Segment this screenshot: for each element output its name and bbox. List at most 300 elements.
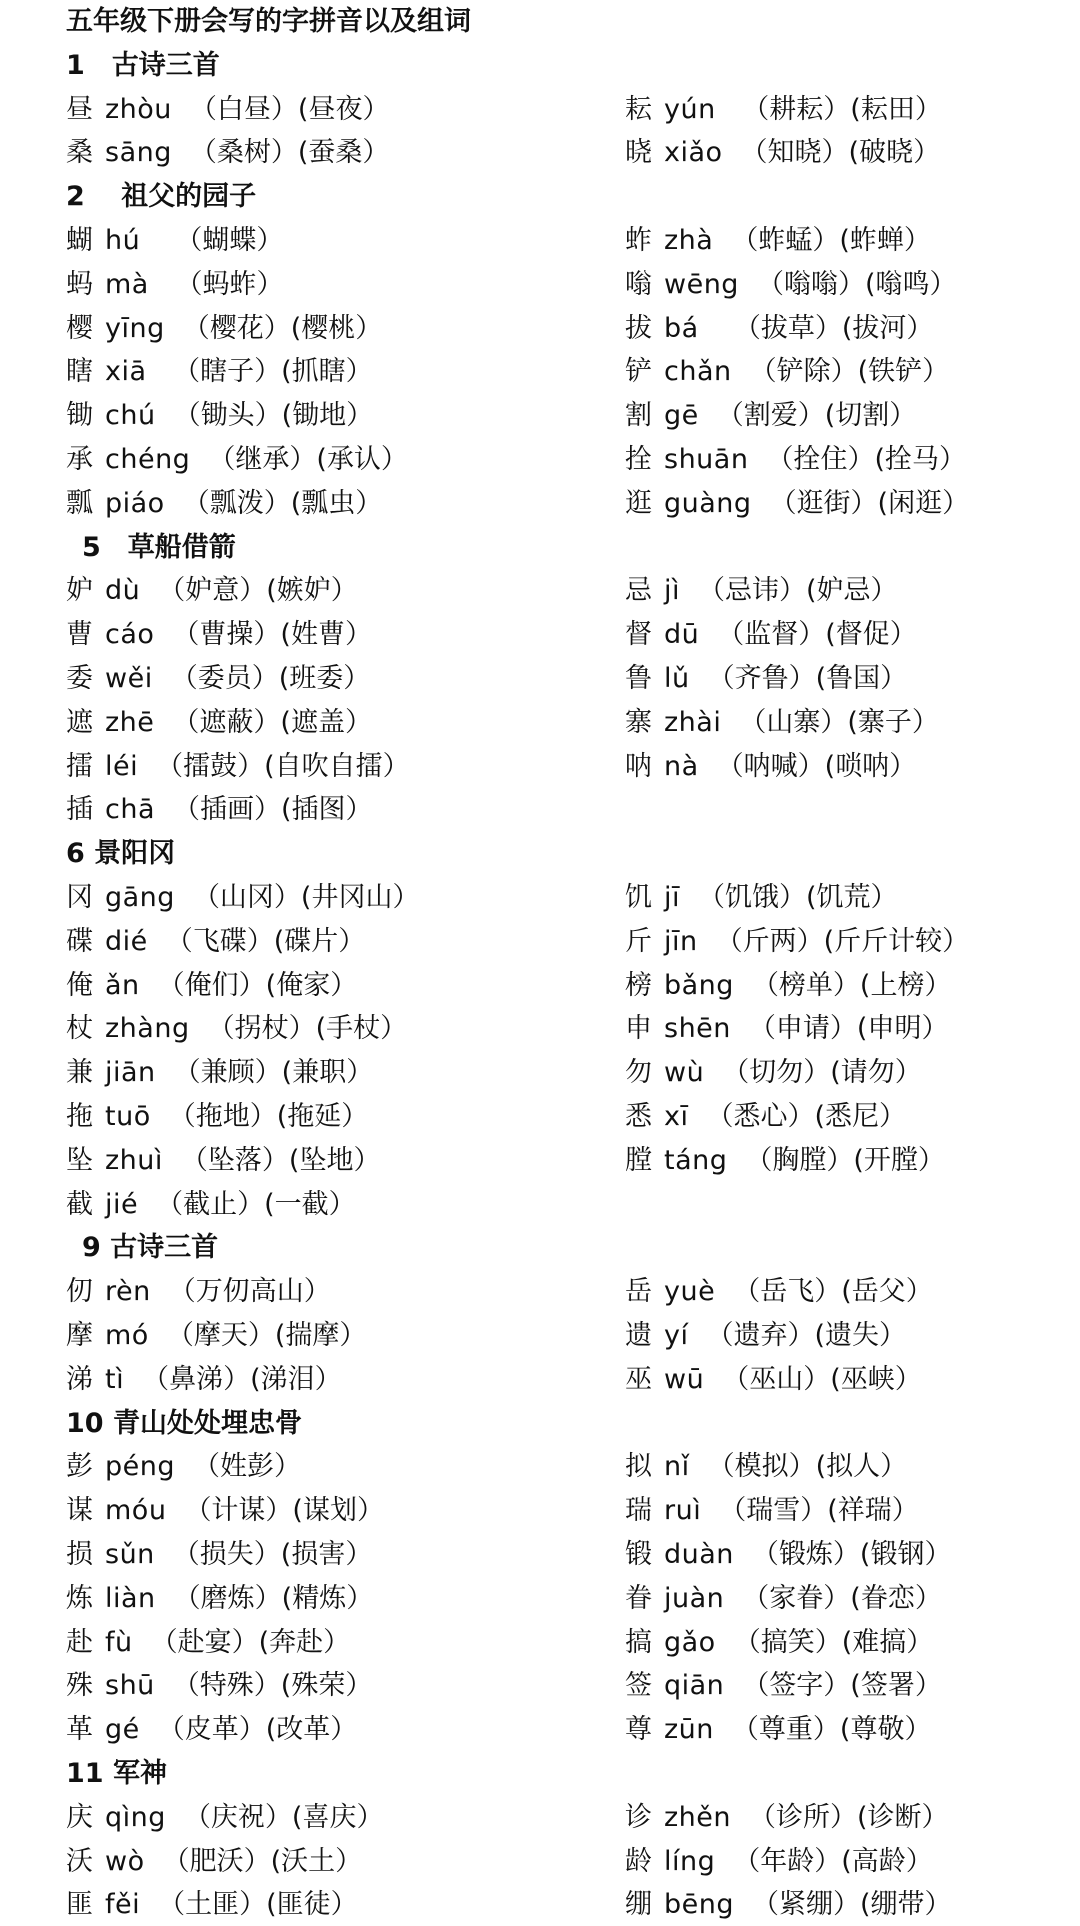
vocab-entry [625, 1664, 942, 1707]
entry-pinyin: zhàng [105, 1013, 190, 1045]
entry-character: 革 [66, 1714, 93, 1746]
entry-pinyin: lǔ [664, 663, 690, 694]
entry-character: 膛 [625, 1144, 652, 1176]
entry-character: 瞎 [66, 356, 93, 388]
entry-character: 诊 [625, 1801, 652, 1833]
entry-pinyin: yún [664, 93, 716, 125]
vocab-row [0, 788, 1080, 831]
entry-character: 涕 [66, 1363, 93, 1395]
vocab-entry [66, 1051, 373, 1094]
section-heading-line [0, 1402, 1080, 1445]
entry-character: 榜 [625, 969, 652, 1001]
vocab-row [0, 1139, 1080, 1182]
vocab-entry [66, 569, 358, 612]
entry-character: 拟 [625, 1451, 652, 1483]
entry-pinyin: xiā [105, 356, 147, 388]
entry-words: （妒意）(嫉妒） [158, 575, 358, 607]
vocab-entry [66, 1883, 358, 1926]
vocab-entry [66, 1533, 372, 1576]
entry-words: （庆祝）(喜庆） [183, 1801, 384, 1833]
vocab-entry [625, 1489, 919, 1532]
entry-words: （樱花）(樱桃） [182, 312, 383, 344]
entry-pinyin: fěi [105, 1889, 141, 1921]
vocab-entry [66, 1708, 357, 1751]
entry-character: 曹 [66, 619, 93, 651]
entry-character: 瓢 [66, 487, 93, 519]
vocab-entry [66, 920, 365, 963]
entry-words: （巫山）(巫峡） [722, 1363, 922, 1395]
entry-character: 蝴 [66, 225, 93, 256]
vocab-row [0, 1533, 1080, 1576]
entry-words: （年龄）(高龄） [733, 1845, 933, 1877]
vocab-row [0, 964, 1080, 1007]
entry-words: （白昼）(昼夜） [189, 93, 390, 125]
entry-character: 冈 [66, 882, 93, 913]
entry-words: （诊所）(诊断） [749, 1801, 949, 1833]
vocab-entry [66, 394, 373, 437]
vocab-entry [625, 1445, 907, 1488]
entry-character: 坠 [66, 1144, 93, 1176]
vocab-row [0, 1664, 1080, 1707]
vocab-entry [66, 1621, 350, 1664]
entry-words: （山冈）(井冈山） [192, 882, 420, 913]
section-heading: 9 古诗三首 [82, 1232, 219, 1264]
entry-words: （兼顾）(兼职） [173, 1057, 374, 1089]
entry-words: （拔草）(拔河） [716, 312, 934, 344]
entry-character: 昼 [66, 93, 93, 125]
vocab-row [0, 438, 1080, 481]
document-title: 五年级下册会写的字拼音以及组词 [66, 6, 471, 37]
entry-character: 铲 [625, 356, 652, 388]
entry-words: （斤两）(斤斤计较） [715, 925, 970, 957]
entry-words: （山寨）(寨子） [739, 706, 939, 738]
entry-words: （耕耘）(耘田） [733, 93, 942, 125]
entry-pinyin: bǎng [664, 969, 734, 1001]
vocab-entry [625, 350, 949, 393]
entry-pinyin: chǎn [664, 356, 732, 388]
vocab-entry [625, 1051, 922, 1094]
entry-words: （蚱蜢）(蚱蝉） [731, 225, 931, 256]
entry-character: 摩 [66, 1320, 93, 1351]
vocab-row [0, 569, 1080, 612]
entry-character: 饥 [625, 882, 652, 913]
entry-words: （插画）(插图） [173, 794, 373, 826]
entry-character: 殊 [66, 1670, 93, 1702]
vocab-row [0, 219, 1080, 262]
entry-pinyin: jī [664, 882, 681, 913]
vocab-entry [66, 131, 389, 174]
entry-words: （土匪）(匪徒） [158, 1889, 358, 1921]
entry-pinyin: rèn [105, 1276, 151, 1308]
section-heading-line [0, 832, 1080, 875]
entry-words: （家眷）(眷恋） [742, 1582, 942, 1614]
vocab-entry [66, 1664, 372, 1707]
entry-words: （姓彭） [193, 1451, 302, 1483]
entry-character: 晓 [625, 137, 652, 169]
entry-pinyin: juàn [664, 1582, 725, 1614]
section-heading: 6 景阳冈 [66, 838, 176, 870]
vocab-entry [625, 920, 969, 963]
vocab-row [0, 350, 1080, 393]
vocab-row [0, 1007, 1080, 1050]
vocab-row [0, 394, 1080, 437]
entry-words: （瑞雪）(祥瑞） [719, 1495, 919, 1527]
entry-words: （知晓）(破晓） [740, 137, 941, 169]
entry-character: 承 [66, 444, 93, 475]
entry-character: 绷 [625, 1889, 652, 1921]
entry-character: 拴 [625, 444, 652, 475]
section-heading: 11 军神 [66, 1758, 167, 1789]
section-heading-line [0, 175, 1080, 218]
entry-character: 拖 [66, 1101, 93, 1132]
entry-pinyin: wù [664, 1057, 705, 1089]
entry-pinyin: fù [105, 1626, 133, 1658]
entry-words: （坠落）(坠地） [180, 1144, 381, 1176]
entry-pinyin: chā [105, 794, 156, 826]
entry-words: （摩天）(揣摩） [166, 1320, 367, 1351]
entry-character: 巫 [625, 1363, 652, 1395]
section-heading-line [0, 1752, 1080, 1795]
vocab-entry [66, 613, 372, 656]
entry-pinyin: tuō [105, 1101, 151, 1132]
vocab-row [0, 701, 1080, 744]
section-heading: 10 青山处处埋忠骨 [66, 1407, 302, 1439]
entry-character: 尊 [625, 1714, 652, 1746]
entry-pinyin: jié [105, 1188, 139, 1220]
vocab-row [0, 1489, 1080, 1532]
vocab-entry [625, 88, 942, 131]
entry-character: 妒 [66, 575, 93, 607]
vocab-row [0, 482, 1080, 525]
vocab-entry [625, 657, 907, 700]
entry-pinyin: ǎn [105, 969, 140, 1001]
vocab-entry [66, 1577, 373, 1620]
entry-pinyin: piáo [105, 487, 165, 519]
entry-pinyin: cáo [105, 619, 155, 651]
entry-pinyin: táng [664, 1144, 728, 1176]
entry-pinyin: zhē [105, 706, 155, 738]
vocab-entry [625, 1533, 951, 1576]
entry-words: （磨炼）(精炼） [173, 1582, 374, 1614]
entry-words: （切勿）(请勿） [722, 1057, 922, 1089]
entry-character: 忌 [625, 575, 652, 607]
entry-words: （继承）(承认） [208, 444, 408, 475]
entry-character: 插 [66, 794, 93, 826]
vocab-entry [625, 1095, 906, 1138]
vocab-entry [625, 701, 939, 744]
entry-pinyin: sāng [105, 137, 172, 169]
vocab-entry [66, 1489, 384, 1532]
vocab-entry [66, 1007, 407, 1050]
vocab-entry [625, 964, 951, 1007]
entry-pinyin: zhuì [105, 1144, 163, 1176]
vocab-row [0, 1095, 1080, 1138]
entry-words: （嗡嗡）(嗡鸣） [756, 268, 957, 300]
entry-words: （拴住）(拴马） [766, 444, 966, 475]
entry-pinyin: zhòu [105, 93, 172, 125]
entry-words: （皮革）(改革） [157, 1714, 358, 1746]
entry-pinyin: hú [105, 225, 141, 256]
entry-pinyin: bá [664, 312, 699, 344]
vocab-entry [625, 1270, 933, 1313]
entry-words: （拐杖）(手杖） [207, 1013, 408, 1045]
entry-words: （割爱）(切割） [716, 400, 917, 432]
vocab-entry [625, 613, 917, 656]
entry-pinyin: gē [664, 400, 699, 432]
entry-words: （鼻涕）(涕泪） [142, 1363, 342, 1395]
vocab-entry [625, 569, 898, 612]
entry-character: 岳 [625, 1276, 652, 1308]
entry-character: 瑞 [625, 1495, 652, 1527]
entry-pinyin: shuān [664, 444, 749, 475]
entry-words: （呐喊）(唢呐） [716, 750, 917, 782]
entry-character: 督 [625, 619, 652, 651]
vocab-row [0, 1445, 1080, 1488]
entry-character: 鲁 [625, 663, 652, 694]
vocab-entry [625, 307, 933, 350]
entry-pinyin: dié [105, 925, 148, 957]
entry-pinyin: sǔn [105, 1539, 155, 1570]
vocab-entry [625, 394, 916, 437]
vocab-entry [625, 1708, 931, 1751]
entry-character: 匪 [66, 1889, 93, 1921]
vocab-entry [66, 1445, 301, 1488]
vocab-entry [66, 350, 373, 393]
vocab-entry [66, 657, 370, 700]
vocab-row [0, 876, 1080, 919]
vocab-row [0, 1840, 1080, 1883]
vocab-entry [625, 1577, 942, 1620]
entry-words: （悉心）(悉尼） [706, 1101, 907, 1132]
vocab-row [0, 1358, 1080, 1401]
vocab-entry [66, 1358, 342, 1401]
vocab-entry [625, 438, 966, 481]
vocab-row [0, 1621, 1080, 1664]
entry-words: （委员）(班委） [170, 663, 371, 694]
vocab-row [0, 1183, 1080, 1226]
entry-words: （锄头）(锄地） [173, 400, 374, 432]
entry-words: （申请）(申明） [748, 1013, 949, 1045]
vocab-entry [625, 1796, 949, 1839]
vocab-row [0, 88, 1080, 131]
entry-character: 拔 [625, 312, 652, 344]
entry-character: 委 [66, 663, 93, 694]
vocab-row [0, 920, 1080, 963]
entry-character: 彭 [66, 1451, 93, 1483]
entry-pinyin: zūn [664, 1714, 714, 1746]
vocab-entry [66, 263, 283, 306]
entry-words: （尊重）(尊敬） [731, 1714, 932, 1746]
entry-pinyin: zhà [664, 225, 714, 256]
entry-pinyin: gāng [105, 882, 175, 913]
vocab-entry [625, 482, 969, 525]
vocab-entry [625, 1007, 948, 1050]
vocab-entry [66, 1796, 383, 1839]
entry-words: （锻炼）(锻钢） [751, 1539, 952, 1570]
vocab-entry [66, 307, 382, 350]
entry-character: 碟 [66, 925, 93, 957]
vocab-entry [66, 1095, 368, 1138]
entry-character: 炼 [66, 1582, 93, 1614]
entry-pinyin: jì [664, 575, 681, 607]
entry-pinyin: qiān [664, 1670, 725, 1702]
entry-character: 搞 [625, 1626, 652, 1658]
entry-pinyin: jiān [105, 1057, 156, 1089]
entry-pinyin: líng [664, 1845, 716, 1877]
entry-pinyin: guàng [664, 487, 752, 519]
vocab-entry [625, 131, 940, 174]
entry-character: 呐 [625, 750, 652, 782]
entry-pinyin: dù [105, 575, 141, 607]
entry-pinyin: nà [664, 750, 699, 782]
entry-character: 遮 [66, 706, 93, 738]
entry-pinyin: wēng [664, 268, 739, 300]
section-heading-line [0, 526, 1080, 569]
vocab-entry [66, 788, 373, 831]
section-heading: 5 草船借箭 [82, 531, 236, 563]
entry-pinyin: móu [105, 1495, 167, 1527]
section-heading: 2 祖父的园子 [66, 181, 257, 213]
entry-words: （蝴蝶） [158, 225, 284, 256]
entry-pinyin: yīng [105, 312, 165, 344]
entry-character: 擂 [66, 750, 93, 782]
vocab-row [0, 1051, 1080, 1094]
entry-pinyin: xiǎo [664, 137, 723, 169]
entry-pinyin: ruì [664, 1495, 702, 1527]
section-heading-line [0, 44, 1080, 87]
entry-character: 沃 [66, 1845, 93, 1877]
entry-character: 兼 [66, 1057, 93, 1089]
vocab-entry [66, 1183, 356, 1226]
entry-pinyin: zhěn [664, 1801, 732, 1833]
entry-pinyin: tì [105, 1363, 125, 1395]
section-heading: 1 古诗三首 [66, 49, 220, 81]
entry-character: 耘 [625, 93, 652, 125]
vocab-entry [625, 876, 898, 919]
entry-words: （忌讳）(妒忌） [698, 575, 898, 607]
entry-character: 蚱 [625, 225, 652, 256]
entry-pinyin: wěi [105, 663, 153, 694]
vocab-entry [625, 219, 931, 262]
entry-words: （监督）(督促） [717, 619, 917, 651]
entry-words: （俺们）(俺家） [157, 969, 358, 1001]
entry-words: （蚂蚱） [166, 268, 284, 300]
entry-pinyin: mó [105, 1320, 149, 1351]
entry-character: 赴 [66, 1626, 93, 1658]
vocab-entry [66, 88, 389, 131]
entry-words: （赴宴）(奔赴） [150, 1626, 351, 1658]
entry-pinyin: wò [105, 1845, 145, 1877]
entry-pinyin: jīn [664, 925, 698, 957]
entry-words: （万仞高山） [168, 1276, 331, 1308]
entry-pinyin: mà [105, 268, 149, 300]
vocab-entry [625, 1883, 952, 1926]
entry-pinyin: duàn [664, 1539, 734, 1570]
entry-character: 杖 [66, 1013, 93, 1045]
vocab-row [0, 613, 1080, 656]
entry-character: 蚂 [66, 268, 93, 300]
vocab-entry [66, 1270, 331, 1313]
vocab-row [0, 263, 1080, 306]
entry-character: 斤 [625, 925, 652, 957]
entry-character: 龄 [625, 1845, 652, 1877]
entry-words: （飞碟）(碟片） [165, 925, 366, 957]
section-heading-line [0, 1226, 1080, 1269]
entry-character: 逛 [625, 487, 652, 519]
vocab-row [0, 307, 1080, 350]
entry-pinyin: shū [105, 1670, 155, 1702]
entry-pinyin: chéng [105, 444, 191, 475]
vocab-entry [66, 1840, 362, 1883]
entry-words: （搞笑）(难搞） [733, 1626, 934, 1658]
entry-words: （瓢泼）(瓢虫） [182, 487, 383, 519]
document-title-line [0, 0, 1080, 43]
vocab-entry [625, 1358, 922, 1401]
entry-pinyin: péng [105, 1451, 176, 1483]
entry-character: 锄 [66, 400, 93, 432]
entry-character: 嗡 [625, 268, 652, 300]
entry-character: 谋 [66, 1495, 93, 1527]
entry-character: 锻 [625, 1539, 652, 1570]
entry-words: （擂鼓）(自吹自擂） [156, 750, 410, 782]
entry-pinyin: bēng [664, 1889, 735, 1921]
vocab-entry [66, 1314, 366, 1357]
vocab-row [0, 1708, 1080, 1751]
vocab-entry [66, 745, 410, 788]
entry-words: （紧绷）(绷带） [752, 1889, 952, 1921]
entry-character: 申 [625, 1013, 652, 1045]
entry-pinyin: zhài [664, 706, 722, 738]
vocab-entry [625, 1139, 945, 1182]
vocab-entry [625, 1621, 933, 1664]
entry-pinyin: chú [105, 400, 156, 432]
vocab-row [0, 1796, 1080, 1839]
vocab-entry [625, 745, 916, 788]
entry-pinyin: liàn [105, 1582, 156, 1614]
vocab-entry [625, 1314, 906, 1357]
entry-pinyin: yuè [664, 1276, 716, 1308]
entry-character: 眷 [625, 1582, 652, 1614]
entry-pinyin: wū [664, 1363, 705, 1395]
vocab-entry [66, 964, 357, 1007]
entry-words: （计谋）(谋划） [184, 1495, 384, 1527]
entry-words: （截止）(一截） [156, 1188, 356, 1220]
vocab-entry [66, 1139, 380, 1182]
entry-words: （胸膛）(开膛） [745, 1144, 945, 1176]
entry-character: 仞 [66, 1276, 93, 1308]
entry-character: 俺 [66, 969, 93, 1001]
entry-words: （瞎子）(抓瞎） [164, 356, 373, 388]
entry-words: （肥沃）(沃土） [162, 1845, 363, 1877]
vocab-entry [66, 438, 408, 481]
entry-words: （损失）(损害） [172, 1539, 373, 1570]
entry-words: （签字）(签署） [742, 1670, 942, 1702]
vocab-entry [625, 263, 957, 306]
entry-character: 庆 [66, 1801, 93, 1833]
vocab-entry [625, 1840, 933, 1883]
entry-words: （齐鲁）(鲁国） [707, 663, 908, 694]
vocab-row [0, 1270, 1080, 1313]
vocab-row [0, 657, 1080, 700]
entry-pinyin: léi [105, 750, 139, 782]
entry-character: 截 [66, 1188, 93, 1220]
entry-words: （饥饿）(饥荒） [698, 882, 898, 913]
entry-words: （桑树）(蚕桑） [189, 137, 390, 169]
entry-words: （模拟）(拟人） [707, 1451, 908, 1483]
vocab-row [0, 1883, 1080, 1926]
entry-character: 遗 [625, 1320, 652, 1351]
entry-character: 桑 [66, 137, 93, 169]
